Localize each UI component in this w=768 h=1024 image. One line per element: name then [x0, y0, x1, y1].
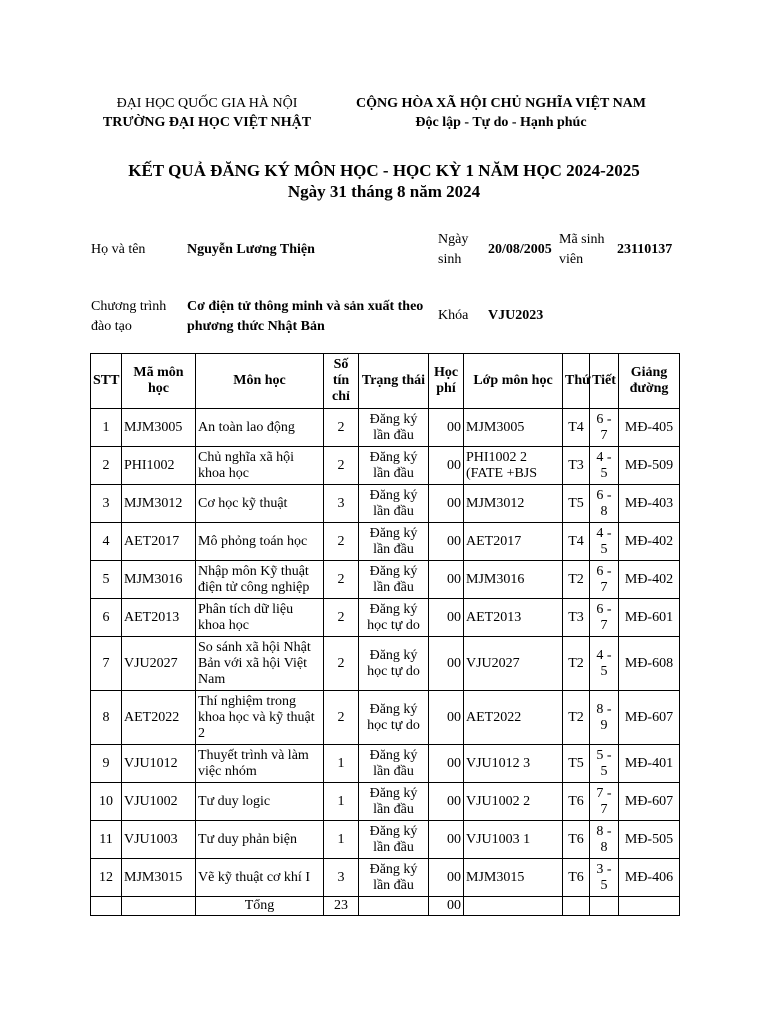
cell-credits: 2 [324, 447, 359, 485]
cell-status: Đăng ký lần đầu [359, 859, 429, 897]
cell-course: So sánh xã hội Nhật Bản với xã hội Việt Nam [196, 637, 324, 691]
cell-fee: 00 [429, 745, 464, 783]
cell-day: T3 [563, 599, 590, 637]
table-row [91, 409, 680, 447]
cell-course: Thuyết trình và làm việc nhóm [196, 745, 324, 783]
document-title [80, 160, 688, 202]
cell-course: Tư duy logic [196, 783, 324, 821]
cell-room: MĐ-401 [619, 745, 680, 783]
cell-class: MJM3016 [464, 561, 563, 599]
cell-class: VJU2027 [464, 637, 563, 691]
cell-period: 8 - 8 [590, 821, 619, 859]
title-line-1: KẾT QUẢ ĐĂNG KÝ MÔN HỌC - HỌC KỲ 1 NĂM HỌC 2024-2025 [128, 161, 640, 180]
cell-day: T5 [563, 485, 590, 523]
cell-code: VJU1002 [122, 783, 196, 821]
cell-stt: 7 [91, 637, 122, 691]
col-header-class: Lớp môn học [464, 354, 563, 409]
cell-code: MJM3012 [122, 485, 196, 523]
cell-class: AET2017 [464, 523, 563, 561]
cell-status: Đăng ký học tự do [359, 637, 429, 691]
cell-fee: 00 [429, 485, 464, 523]
col-header-status: Trạng thái [359, 354, 429, 409]
cell-period: 7 - 7 [590, 783, 619, 821]
university-name: ĐẠI HỌC QUỐC GIA HÀ NỘI [116, 96, 298, 111]
cell-period: 6 - 7 [590, 599, 619, 637]
cell-status: Đăng ký lần đầu [359, 745, 429, 783]
cell-fee: 00 [429, 821, 464, 859]
cell-empty [91, 897, 122, 916]
cell-day: T6 [563, 783, 590, 821]
cell-course: Cơ học kỹ thuật [196, 485, 324, 523]
cell-day: T6 [563, 859, 590, 897]
cell-code: PHI1002 [122, 447, 196, 485]
cell-class: PHI1002 2 (FATE +BJS [464, 447, 563, 485]
cell-stt: 1 [91, 409, 122, 447]
cell-course: Mô phỏng toán học [196, 523, 324, 561]
cell-stt: 5 [91, 561, 122, 599]
cell-period: 6 - 7 [590, 409, 619, 447]
cell-course: Vẽ kỹ thuật cơ khí I [196, 859, 324, 897]
cell-empty [359, 897, 429, 916]
title-date: Ngày 31 tháng 8 năm 2024 [287, 182, 481, 201]
program-label: Chương trình đào tạo [91, 299, 167, 334]
name-label: Họ và tên [91, 242, 146, 257]
col-header-credits: Số tín chỉ [324, 354, 359, 409]
cell-credits: 2 [324, 637, 359, 691]
cell-credits: 2 [324, 599, 359, 637]
cell-day: T3 [563, 447, 590, 485]
cell-status: Đăng ký học tự do [359, 691, 429, 745]
dob-label: Ngày sinh [438, 232, 469, 267]
col-header-room: Giảng đường [619, 354, 680, 409]
cell-empty [563, 897, 590, 916]
cell-class: VJU1002 2 [464, 783, 563, 821]
cell-credits: 2 [324, 523, 359, 561]
total-label: Tổng [196, 897, 324, 916]
cell-room: MĐ-402 [619, 523, 680, 561]
cell-status: Đăng ký lần đầu [359, 821, 429, 859]
cell-code: VJU1003 [122, 821, 196, 859]
table-row [91, 561, 680, 599]
cell-credits: 2 [324, 561, 359, 599]
cell-empty [122, 897, 196, 916]
cell-course: Phân tích dữ liệu khoa học [196, 599, 324, 637]
cell-fee: 00 [429, 599, 464, 637]
table-row [91, 485, 680, 523]
cell-status: Đăng ký lần đầu [359, 447, 429, 485]
cell-empty [464, 897, 563, 916]
cell-day: T4 [563, 523, 590, 561]
cell-code: MJM3015 [122, 859, 196, 897]
cell-class: MJM3012 [464, 485, 563, 523]
cell-room: MĐ-509 [619, 447, 680, 485]
cell-stt: 4 [91, 523, 122, 561]
cell-credits: 3 [324, 485, 359, 523]
cell-code: AET2017 [122, 523, 196, 561]
cell-stt: 8 [91, 691, 122, 745]
student-dob: 20/08/2005 [488, 242, 552, 257]
national-title: CỘNG HÒA XÃ HỘI CHỦ NGHĨA VIỆT NAM [355, 96, 646, 111]
table-row [91, 783, 680, 821]
col-header-day: Thứ [563, 354, 590, 409]
cell-code: VJU2027 [122, 637, 196, 691]
cell-course: Chủ nghĩa xã hội khoa học [196, 447, 324, 485]
cohort-label: Khóa [438, 308, 469, 323]
cell-class: MJM3015 [464, 859, 563, 897]
table-row [91, 447, 680, 485]
cell-fee: 00 [429, 523, 464, 561]
cell-period: 8 - 9 [590, 691, 619, 745]
cell-credits: 1 [324, 745, 359, 783]
cell-room: MĐ-607 [619, 783, 680, 821]
university-header [82, 94, 332, 132]
cell-room: MĐ-608 [619, 637, 680, 691]
table-row [91, 821, 680, 859]
cell-fee: 00 [429, 447, 464, 485]
cell-status: Đăng ký lần đầu [359, 409, 429, 447]
cell-class: VJU1003 1 [464, 821, 563, 859]
cell-course: Nhập môn Kỹ thuật điện tử công nghiệp [196, 561, 324, 599]
col-header-stt: STT [91, 354, 122, 409]
cell-code: AET2022 [122, 691, 196, 745]
cell-stt: 10 [91, 783, 122, 821]
table-row [91, 859, 680, 897]
cell-class: VJU1012 3 [464, 745, 563, 783]
table-row [91, 637, 680, 691]
cell-empty [619, 897, 680, 916]
national-motto: Độc lập - Tự do - Hạnh phúc [415, 115, 587, 130]
student-id-label: Mã sinh viên [559, 232, 605, 267]
cell-status: Đăng ký học tự do [359, 599, 429, 637]
cell-status: Đăng ký lần đầu [359, 783, 429, 821]
cell-code: VJU1012 [122, 745, 196, 783]
cell-fee: 00 [429, 783, 464, 821]
cell-room: MĐ-601 [619, 599, 680, 637]
cell-course: Thí nghiệm trong khoa học và kỹ thuật 2 [196, 691, 324, 745]
cell-credits: 1 [324, 783, 359, 821]
cell-stt: 3 [91, 485, 122, 523]
cell-room: MĐ-402 [619, 561, 680, 599]
table-row [91, 745, 680, 783]
cell-day: T5 [563, 745, 590, 783]
cell-period: 3 - 5 [590, 859, 619, 897]
cell-credits: 3 [324, 859, 359, 897]
cell-stt: 9 [91, 745, 122, 783]
col-header-code: Mã môn học [122, 354, 196, 409]
cell-empty [590, 897, 619, 916]
cell-class: MJM3005 [464, 409, 563, 447]
cell-room: MĐ-403 [619, 485, 680, 523]
cell-fee: 00 [429, 691, 464, 745]
col-header-course: Môn học [196, 354, 324, 409]
cell-status: Đăng ký lần đầu [359, 561, 429, 599]
cell-day: T6 [563, 821, 590, 859]
cell-course: Tư duy phản biện [196, 821, 324, 859]
cell-fee: 00 [429, 409, 464, 447]
table-row [91, 691, 680, 745]
cell-day: T2 [563, 691, 590, 745]
cell-fee: 00 [429, 561, 464, 599]
cell-code: MJM3005 [122, 409, 196, 447]
cell-period: 4 - 5 [590, 523, 619, 561]
cell-code: AET2013 [122, 599, 196, 637]
school-name: TRƯỜNG ĐẠI HỌC VIỆT NHẬT [102, 115, 312, 130]
student-name: Nguyễn Lương Thiện [187, 242, 315, 257]
cell-code: MJM3016 [122, 561, 196, 599]
cell-credits: 2 [324, 691, 359, 745]
table-total-row [91, 897, 680, 916]
cell-day: T4 [563, 409, 590, 447]
cell-room: MĐ-405 [619, 409, 680, 447]
table-row [91, 599, 680, 637]
student-id: 23110137 [617, 242, 673, 257]
table-row [91, 523, 680, 561]
cell-credits: 2 [324, 409, 359, 447]
cell-period: 6 - 8 [590, 485, 619, 523]
cell-status: Đăng ký lần đầu [359, 523, 429, 561]
cell-status: Đăng ký lần đầu [359, 485, 429, 523]
total-fee: 00 [429, 897, 464, 916]
cell-room: MĐ-505 [619, 821, 680, 859]
table-header-row [91, 354, 680, 409]
cell-fee: 00 [429, 859, 464, 897]
cell-stt: 6 [91, 599, 122, 637]
cohort-value: VJU2023 [488, 308, 544, 323]
cell-stt: 12 [91, 859, 122, 897]
cell-period: 4 - 5 [590, 637, 619, 691]
cell-course: An toàn lao động [196, 409, 324, 447]
cell-day: T2 [563, 637, 590, 691]
cell-period: 4 - 5 [590, 447, 619, 485]
cell-period: 6 - 7 [590, 561, 619, 599]
program-name: Cơ điện tử thông minh và sản xuất theo phương thức Nhật Bản [187, 299, 424, 334]
cell-stt: 2 [91, 447, 122, 485]
cell-period: 5 - 5 [590, 745, 619, 783]
cell-room: MĐ-406 [619, 859, 680, 897]
national-header [338, 94, 664, 132]
cell-class: AET2022 [464, 691, 563, 745]
cell-credits: 1 [324, 821, 359, 859]
total-credits: 23 [324, 897, 359, 916]
col-header-fee: Học phí [429, 354, 464, 409]
cell-day: T2 [563, 561, 590, 599]
cell-class: AET2013 [464, 599, 563, 637]
course-registration-table [90, 353, 680, 916]
col-header-period: Tiết [590, 354, 619, 409]
cell-fee: 00 [429, 637, 464, 691]
cell-room: MĐ-607 [619, 691, 680, 745]
cell-stt: 11 [91, 821, 122, 859]
